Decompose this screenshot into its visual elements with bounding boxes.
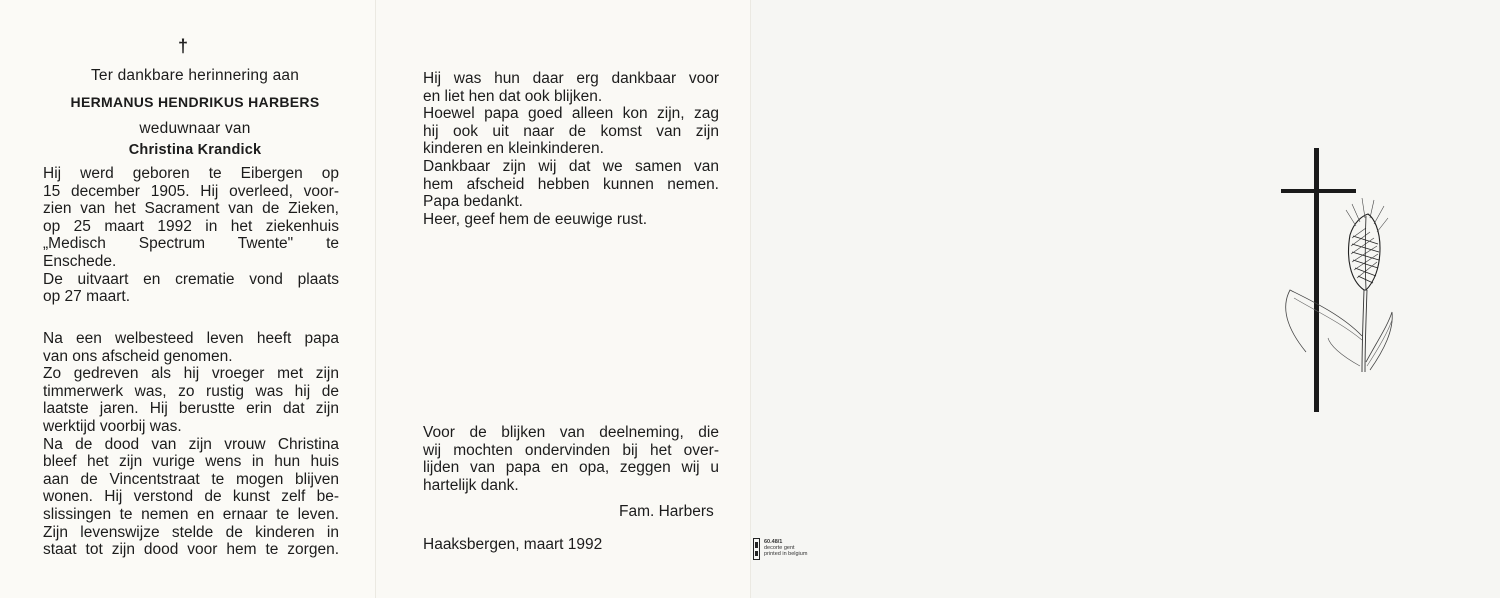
cross-vertical-bar xyxy=(1314,148,1319,412)
life-paragraph xyxy=(43,330,339,559)
text-line: 15 december 1905. Hij overleed, voor- xyxy=(43,182,339,200)
text-line: wonen. Hij verstond de kunst zelf be- xyxy=(43,488,339,506)
text-line: De uitvaart en crematie vond plaats xyxy=(43,270,339,288)
text-line: kinderen en kleinkinderen. xyxy=(423,140,604,158)
text-line: Heer, geef hem de eeuwige rust. xyxy=(423,210,648,228)
cross-symbol: † xyxy=(178,36,189,56)
text-line: hem afscheid hebben kunnen nemen. xyxy=(423,175,719,193)
wheat-ear-icon xyxy=(1286,198,1393,372)
text-line: bleef het zijn vurige wens in hun huis xyxy=(43,453,339,471)
text-line: staat tot zijn dood voor hem te zorgen. xyxy=(43,541,339,559)
spouse-name: Christina Krandick xyxy=(128,142,262,158)
text-line: hartelijk dank. xyxy=(423,476,519,494)
text-line: Na een welbesteed leven heeft papa xyxy=(43,330,339,347)
text-line: Voor de blijken van deelneming, die xyxy=(423,424,719,441)
text-line: Zo gedreven als hij vroeger met zijn xyxy=(43,365,339,383)
text-line: Enschede. xyxy=(43,252,117,270)
text-line: Na de dood van zijn vrouw Christina xyxy=(43,435,339,453)
text-line: zien van het Sacrament van de Zieken, xyxy=(43,200,339,218)
text-line: Hij werd geboren te Eibergen op xyxy=(43,165,339,182)
text-line: Papa bedankt. xyxy=(423,193,523,211)
place-date: Haaksbergen, maart 1992 xyxy=(423,536,603,553)
text-line: Zijn levenswijze stelde de kinderen in xyxy=(43,523,339,541)
text-line: werktijd voorbij was. xyxy=(43,417,182,435)
text-line: Hij was hun daar erg dankbaar voor xyxy=(423,70,719,87)
heading: Ter dankbare herinnering aan xyxy=(90,67,300,84)
gratitude-paragraph xyxy=(423,70,719,228)
text-line: Hoewel papa goed alleen kon zijn, zag xyxy=(423,105,719,123)
text-line: aan de Vincentstraat te mogen blijven xyxy=(43,470,339,488)
family-signature: Fam. Harbers xyxy=(619,503,714,520)
cross-wheat-icon xyxy=(1270,140,1410,420)
deceased-name: HERMANUS HENDRIKUS HARBERS xyxy=(70,94,320,110)
printer-code: 60.48/1 xyxy=(764,539,783,545)
text-line: slissingen te nemen en ernaar te leven. xyxy=(43,505,339,523)
text-line: van ons afscheid genomen. xyxy=(43,347,233,365)
thanks-paragraph xyxy=(423,424,719,494)
printer-name: decorte gent xyxy=(764,545,795,551)
text-line: op 25 maart 1992 in het ziekenhuis xyxy=(43,217,339,235)
text-line: wij mochten ondervinden bij het over- xyxy=(423,441,719,459)
text-line: laatste jaren. Hij berustte erin dat zijn xyxy=(43,400,339,418)
fold-line xyxy=(375,0,376,598)
text-line: Dankbaar zijn wij dat we samen van xyxy=(423,157,719,175)
text-line: hij ook uit naar de komst van zijn xyxy=(423,122,719,140)
text-line: op 27 maart. xyxy=(43,288,131,306)
cross-horizontal-bar xyxy=(1281,189,1356,193)
relation-text: weduwnaar van xyxy=(139,120,251,137)
fold-line xyxy=(750,0,751,598)
text-line: „Medisch Spectrum Twente" te xyxy=(43,235,339,253)
printer-logo-icon xyxy=(753,538,760,560)
text-line: en liet hen dat ook blijken. xyxy=(423,87,603,105)
text-line: lijden van papa en opa, zeggen wij u xyxy=(423,459,719,477)
biography-paragraph xyxy=(43,165,339,306)
printer-origin: printed in belgium xyxy=(764,551,808,557)
text-line: timmerwerk was, zo rustig was hij de xyxy=(43,382,339,400)
